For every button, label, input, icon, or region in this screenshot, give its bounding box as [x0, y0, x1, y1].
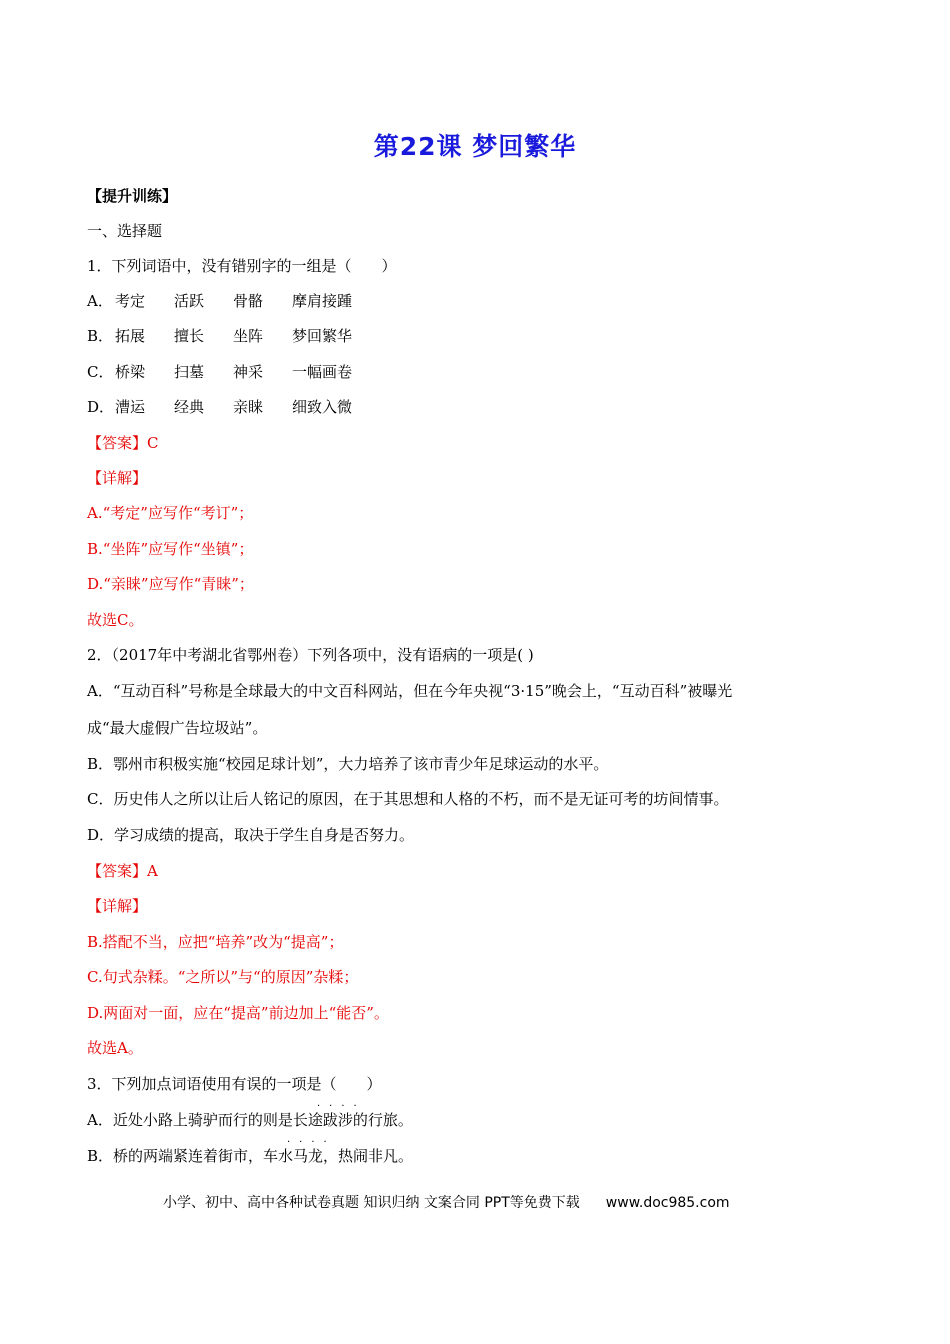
- q2-option-a-line1: A．“互动百科”号称是全球最大的中文百科网站，但在今年央视“3·15”晚会上，“互动百科”被曝光: [87, 682, 733, 700]
- option-word: 漕运: [115, 398, 146, 416]
- q2-detail-label: 【详解】: [87, 897, 148, 915]
- q2-option-d: D．学习成绩的提高，取决于学生自身是否努力。: [87, 826, 415, 844]
- q2-detail-d: D.两面对一面，应在“提高”前边加上“能否”。: [87, 1004, 389, 1022]
- option-word: 神采: [233, 363, 264, 381]
- lesson-title: 第22课 梦回繁华: [373, 132, 577, 161]
- option-word: 坐阵: [233, 327, 264, 345]
- option-word: 桥梁: [115, 363, 146, 381]
- q2-conclusion: 故选A。: [87, 1039, 143, 1057]
- section-header: 【提升训练】: [87, 187, 178, 205]
- option-word: 拓展: [115, 327, 146, 345]
- option-word: 亲睐: [233, 398, 264, 416]
- q3-option-a: A．近处小路上骑驴而行的则是长途跋涉的行旅。: [87, 1111, 413, 1129]
- option-word: 考定: [115, 292, 146, 310]
- option-word: 摩肩接踵: [292, 292, 353, 310]
- q1-option-c: [87, 362, 352, 382]
- q2-stem: 2．（2017年中考湖北省鄂州卷）下列各项中，没有语病的一项是( ): [87, 646, 534, 664]
- q1-conclusion: 故选C。: [87, 611, 144, 629]
- option-letter: C．: [87, 363, 114, 381]
- q2-detail-c: C.句式杂糅。“之所以”与“的原因”杂糅；: [87, 968, 359, 986]
- option-word: 一幅画卷: [292, 363, 353, 381]
- q3-stem: 3．下列加点词语使用有误的一项是（ ）: [87, 1075, 382, 1093]
- q1-stem: 1．下列词语中，没有错别字的一组是（ ）: [87, 257, 397, 275]
- option-word: 细致入微: [292, 398, 353, 416]
- emphasis-dots: ····: [287, 1137, 336, 1148]
- option-letter: B．: [87, 327, 114, 345]
- q1-option-b: [87, 326, 352, 346]
- q1-detail-a: A.“考定”应写作“考订”；: [87, 504, 254, 522]
- option-word: 活跃: [174, 292, 205, 310]
- footer-text: 小学、初中、高中各种试卷真题 知识归纳 文案合同 PPT等免费下载: [163, 1195, 580, 1211]
- q2-option-a-line2: 成“最大虚假广告垃圾站”。: [87, 719, 268, 737]
- option-word: 擅长: [174, 327, 205, 345]
- q1-detail-d: D.“亲睐”应写作“青睐”；: [87, 575, 254, 593]
- q1-answer: 【答案】C: [87, 434, 159, 452]
- option-word: 梦回繁华: [292, 327, 353, 345]
- q3-option-b: B．桥的两端紧连着街市，车水马龙，热闹非凡。: [87, 1147, 414, 1165]
- q1-detail-label: 【详解】: [87, 469, 148, 487]
- option-word: 骨骼: [233, 292, 264, 310]
- option-letter: A．: [87, 292, 113, 310]
- emphasis-dots: ····: [317, 1101, 366, 1112]
- footer: [163, 1192, 730, 1212]
- option-word: 扫墓: [174, 363, 205, 381]
- q1-detail-b: B.“坐阵”应写作“坐镇”；: [87, 540, 254, 558]
- footer-url[interactable]: www.doc985.com: [605, 1195, 730, 1211]
- q2-option-b: B．鄂州市积极实施“校园足球计划”，大力培养了该市青少年足球运动的水平。: [87, 755, 609, 773]
- option-letter: D．: [87, 398, 115, 416]
- part-one-heading: 一、选择题: [87, 222, 163, 240]
- q2-answer: 【答案】A: [87, 862, 158, 880]
- q1-option-a: [87, 291, 352, 311]
- q1-option-d: [87, 397, 352, 417]
- q2-detail-b: B.搭配不当，应把“培养”改为“提高”；: [87, 933, 344, 951]
- option-word: 经典: [174, 398, 205, 416]
- q2-option-c: C．历史伟人之所以让后人铭记的原因，在于其思想和人格的不朽，而不是无证可考的坊间情事。: [87, 790, 729, 808]
